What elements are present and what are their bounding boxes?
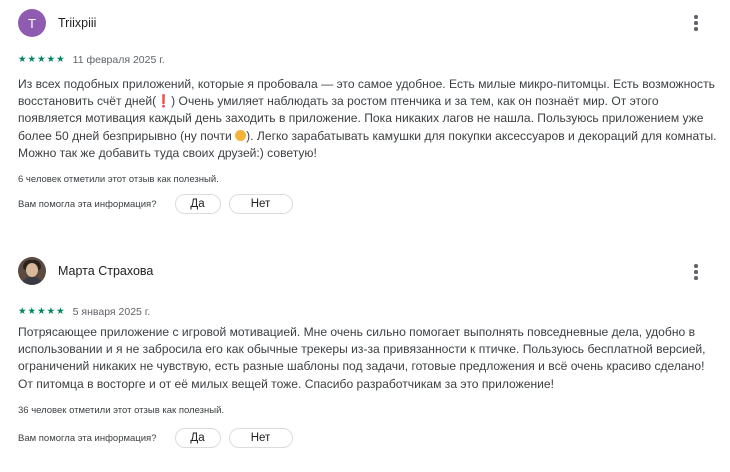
star-rating — [18, 55, 65, 65]
rating-row — [18, 53, 165, 67]
star-icon: ★ — [18, 306, 27, 317]
review-text: Из всех подобных приложений, которые я пробовала — это самое удобное. Есть милые микро-питомцы. Есть возможность восстановить счёт дней(❗) Очень умиляет наблюдать за ростом птенчика и за тем, как он познаёт мир. От этого появляется мотивация каждый день заходить в приложение. Пока никаких лагов не нашла. Пользуюсь приложением уже более 50 дней безприрывно (ну почти ). Легко зарабатывать камушки для покупки аксессуаров и декораций для комнаты. Можно так же добавить туда своих друзей:) советую! — [18, 77, 717, 160]
star-icon: ★ — [46, 306, 56, 317]
helpful-yes-button[interactable]: Да — [175, 194, 221, 214]
review-date: 5 января 2025 г. — [72, 306, 151, 318]
more-options-button[interactable] — [686, 261, 706, 283]
helpful-question: Вам помогла эта информация? — [18, 198, 157, 210]
review-header — [18, 257, 153, 285]
star-icon: ★ — [56, 306, 65, 317]
star-rating — [18, 307, 65, 317]
reviewer-name: Марта Страхова — [58, 264, 154, 278]
helpful-feedback — [18, 194, 293, 214]
helpful-no-button[interactable]: Нет — [229, 428, 293, 448]
more-vert-icon — [694, 15, 698, 19]
avatar — [18, 257, 46, 285]
review-card — [0, 0, 730, 232]
more-vert-icon — [694, 264, 698, 268]
star-icon: ★ — [56, 54, 65, 65]
reviewer-name: Triixpiii — [58, 16, 97, 30]
star-icon: ★ — [46, 54, 56, 65]
helpful-yes-button[interactable]: Да — [175, 428, 221, 448]
helpful-no-button[interactable]: Нет — [229, 194, 293, 214]
review-date: 11 февраля 2025 г. — [72, 54, 165, 66]
star-icon: ★ — [27, 306, 37, 317]
helpful-count: 6 человек отметили этот отзыв как полезный. — [18, 174, 219, 185]
exclamation-emoji-icon: ❗ — [156, 94, 172, 109]
star-icon: ★ — [18, 54, 27, 65]
smiling-face-emoji-icon — [235, 130, 246, 141]
avatar-letter: T — [28, 15, 36, 31]
more-options-button[interactable] — [686, 12, 706, 34]
review-header — [18, 9, 96, 37]
star-icon: ★ — [37, 306, 46, 317]
rating-row — [18, 305, 150, 319]
review-card — [0, 232, 730, 472]
star-icon: ★ — [27, 54, 37, 65]
helpful-feedback — [18, 428, 293, 448]
review-text: Потрясающее приложение с игровой мотивацией. Мне очень сильно помогает выполнять повседневные дела, удобно в использовании и я не забросила его как обычные трекеры из-за привязанности к птичке. Пользуюсь бесплатной версией, ограничений никаких не чувствую, есть разные шаблоны под задачи, готовые предложения и всё очень красиво сделано! От питомца в восторге и от её милых вещей тоже. Спасибо разработчикам за это приложение! — [18, 325, 706, 391]
avatar — [18, 9, 46, 37]
helpful-question: Вам помогла эта информация? — [18, 432, 157, 444]
helpful-count: 36 человек отметили этот отзыв как полезный. — [18, 405, 225, 416]
star-icon: ★ — [37, 54, 46, 65]
